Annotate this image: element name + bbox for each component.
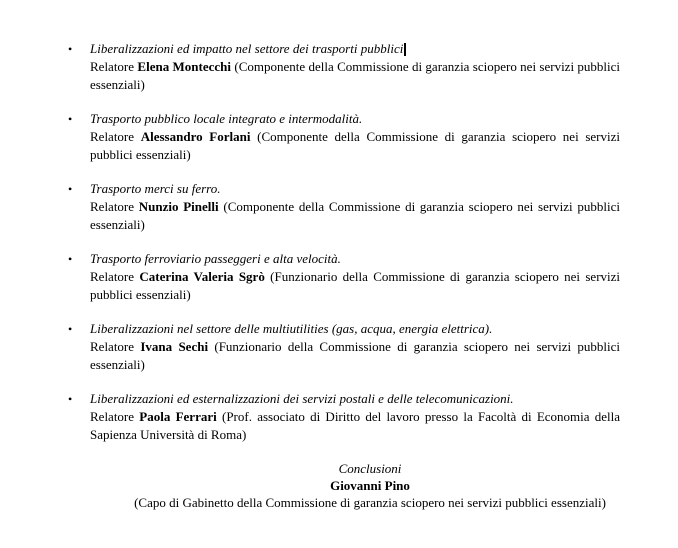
speaker-name: Paola Ferrari [139,409,217,424]
relatore-label: Relatore [90,199,135,214]
agenda-item [68,110,620,164]
agenda-item [68,390,621,444]
item-detail [90,128,620,164]
relatore-label: Relatore [90,339,135,354]
relatore-label: Relatore [90,59,135,74]
item-detail [90,268,620,304]
item-topic [90,250,620,268]
topic-text: Liberalizzazioni ed esternalizzazioni dei servizi postali e delle telecomunicazioni. [90,391,514,406]
speaker-affiliation: (Componente della Commissione di garanzia sciopero nei servizi pubblici essenziali) [90,129,620,162]
item-topic [90,180,620,198]
bullet-icon: • [68,322,73,336]
item-detail [90,198,620,234]
bullet-icon: • [68,112,73,126]
relatore-label: Relatore [90,409,135,424]
topic-text: Trasporto ferroviario passeggeri e alta velocità. [90,251,341,266]
topic-text: Liberalizzazioni nel settore delle multiutilities (gas, acqua, energia elettrica). [90,321,493,336]
agenda-list [68,40,621,444]
conclusions-speaker: Giovanni Pino [330,478,410,493]
item-topic [90,40,620,58]
topic-text: Trasporto pubblico locale integrato e intermodalità. [90,111,363,126]
speaker-affiliation: (Componente della Commissione di garanzia sciopero nei servizi pubblici essenziali) [90,199,621,232]
topic-text: Liberalizzazioni ed impatto nel settore dei trasporti pubblici [90,41,404,56]
speaker-affiliation: (Funzionario della Commissione di garanzia sciopero nei servizi pubblici essenziali) [90,339,621,372]
speaker-name: Alessandro Forlani [140,129,251,144]
topic-text: Trasporto merci su ferro. [90,181,221,196]
conclusions-block [75,460,665,511]
agenda-item [68,250,621,304]
conclusions-affiliation: (Capo di Gabinetto della Commissione di garanzia sciopero nei servizi pubblici essenziali) [134,495,606,510]
bullet-icon: • [68,182,73,196]
speaker-name: Ivana Sechi [140,339,209,354]
conclusions-heading: Conclusioni [338,461,402,476]
item-topic [90,110,620,128]
item-topic [90,320,620,338]
agenda-item [68,40,621,94]
relatore-label: Relatore [90,129,135,144]
item-detail [90,338,620,374]
item-topic [90,390,620,408]
speaker-affiliation: (Componente della Commissione di garanzia sciopero nei servizi pubblici essenziali) [90,59,621,92]
bullet-icon: • [68,42,73,56]
bullet-icon: • [68,392,73,406]
speaker-affiliation: (Prof. associato di Diritto del lavoro presso la Facoltà di Economia della Sapienza Università di Roma) [90,409,621,442]
speaker-affiliation: (Funzionario della Commissione di garanzia sciopero nei servizi pubblici essenziali) [90,269,621,302]
text-caret [404,43,406,56]
agenda-item [68,320,621,374]
relatore-label: Relatore [90,269,135,284]
bullet-icon: • [68,252,73,266]
speaker-name: Elena Montecchi [137,59,232,74]
speaker-name: Caterina Valeria Sgrò [139,269,265,284]
item-detail [90,58,620,94]
item-detail [90,408,620,444]
speaker-name: Nunzio Pinelli [138,199,219,214]
agenda-item [68,180,621,234]
